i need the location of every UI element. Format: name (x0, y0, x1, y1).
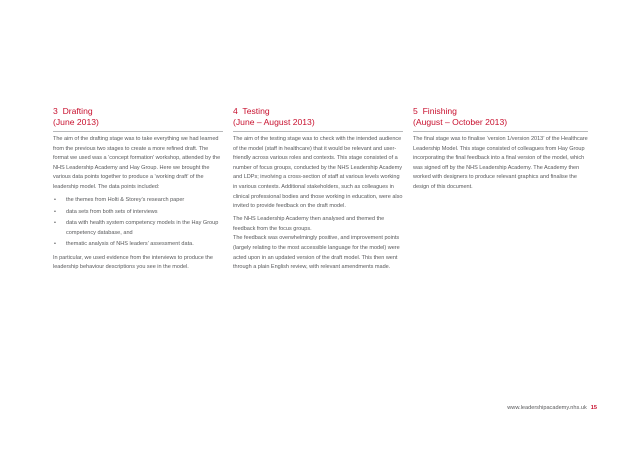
list-item-text: data with health system competency models in the Hay Group competency database, and (66, 220, 219, 236)
section-heading (53, 106, 223, 117)
section-title: Finishing (422, 106, 457, 116)
list-item-text: data sets from both sets of interviews (66, 208, 158, 215)
section-dates: (June – August 2013) (233, 117, 315, 127)
section-finishing (413, 106, 588, 196)
bullet-icon: • (54, 197, 56, 204)
list-item (53, 208, 223, 218)
section-number: 4 (233, 106, 238, 116)
section-closing: In particular, we used evidence from the interviews to produce the leadership behaviour descriptions you see in the model. (53, 254, 213, 271)
section-divider (233, 131, 403, 132)
data-points-list (53, 196, 223, 250)
section-paragraph: The NHS Leadership Academy then analysed and themed the feedback from the focus groups. (233, 216, 385, 232)
list-item (53, 196, 223, 206)
page-number: 15 (590, 405, 597, 411)
bullet-icon: • (54, 241, 56, 248)
section-heading (233, 106, 403, 117)
list-item-text: the themes from Holti & Storey’s research paper (66, 197, 185, 204)
section-title: Testing (242, 106, 270, 116)
section-divider (413, 131, 588, 132)
page-footer (440, 405, 597, 411)
bullet-icon: • (54, 208, 56, 215)
section-paragraph: The final stage was to finalise ‘version 1/version 2013’ of the Healthcare Leadership Model. This stage consisted of colleagues from Hay Group incorporating the final feedback into a final version of the model, which was signed off by the NHS Leadership Academy. The Academy then worked with designers to produce relevant graphics and finalise the design of this document. (413, 136, 588, 190)
list-item (53, 240, 223, 250)
list-item (53, 219, 223, 238)
section-number: 5 (413, 106, 418, 116)
section-title: Drafting (62, 106, 93, 116)
section-dates: (June 2013) (53, 117, 99, 127)
list-item-text: thematic analysis of NHS leaders’ assessment data. (66, 241, 194, 248)
section-paragraph: The aim of the testing stage was to check with the intended audience of the model (staff in healthcare) that it would be relevant and user-friendly across various roles and contexts. This stage consisted of a number of focus groups, conducted by the NHS Leadership Academy and LDPs; involving a cross-section of staff at various levels working in various contexts. Additional stakeholders, such as colleagues in clinical professional bodies and those working in education, were also invited to provide feedback on the draft model. (233, 136, 403, 210)
section-paragraph: The feedback was overwhelmingly positive, and improvement points (largely relating to the most accessible language for the model) were acted upon in an updated version of the draft model. This then went through a plain English review, with relevant amendments made. (233, 235, 400, 271)
section-divider (53, 131, 223, 132)
bullet-icon: • (54, 220, 56, 227)
section-drafting (53, 106, 223, 276)
footer-url-link[interactable]: www.leadershipacademy.nhs.uk (507, 405, 587, 411)
section-dates: (August – October 2013) (413, 117, 508, 127)
section-number: 3 (53, 106, 58, 116)
section-intro: The aim of the drafting stage was to take everything we had learned from the previous two stages to create a more refined draft. The format we used was a ‘concept formation’ workshop, attended by the NHS Leadership Academy and Hay Group. Here we brought the various data points together to produce a ‘working draft’ of the leadership model. The data points included: (53, 136, 221, 190)
section-testing (233, 106, 403, 276)
section-heading (413, 106, 588, 117)
